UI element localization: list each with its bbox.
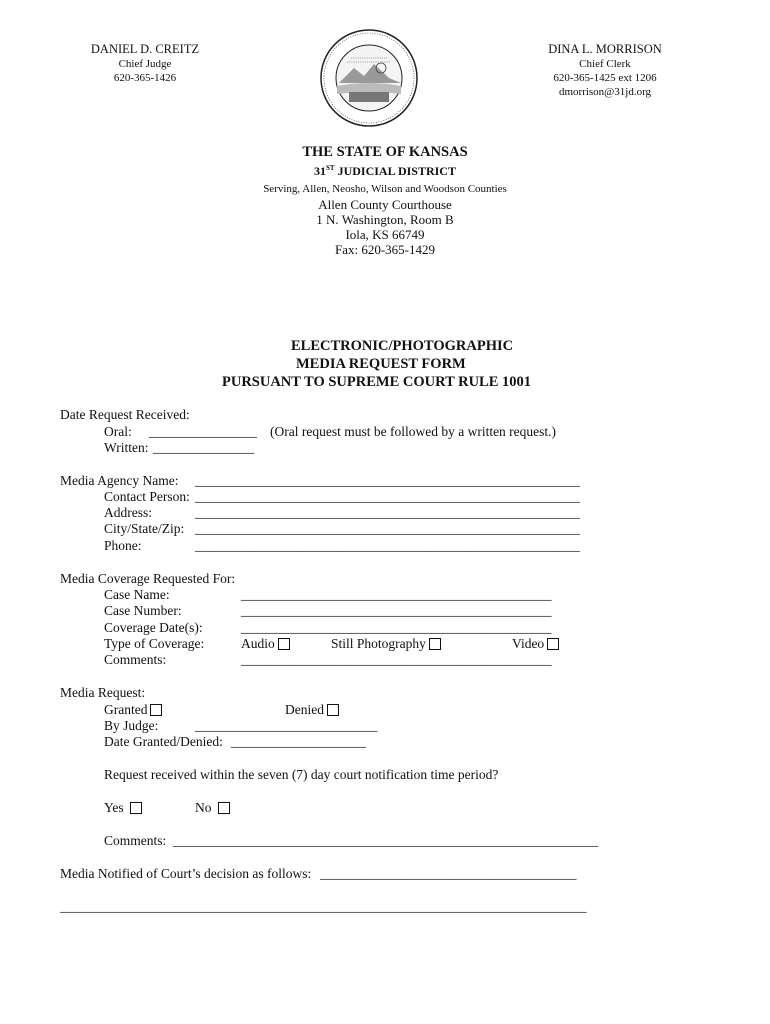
oral-field[interactable]: ________________ — [149, 424, 257, 439]
oral-label: Oral: — [104, 424, 132, 439]
audio-label: Audio — [241, 636, 275, 651]
audio-option — [241, 636, 290, 652]
city-state-zip-label: City/State/Zip: — [104, 521, 185, 536]
chief-judge-name: DANIEL D. CREITZ — [90, 42, 200, 56]
media-request-heading: Media Request: — [60, 685, 146, 700]
case-name-label: Case Name: — [104, 587, 170, 602]
chief-clerk-name: DINA L. MORRISON — [548, 42, 662, 56]
still-photography-option — [331, 636, 441, 652]
no-option — [195, 800, 230, 816]
notified-field-continued[interactable]: ______________________________________________________________________________ — [60, 899, 587, 914]
yes-label: Yes — [104, 800, 124, 815]
address-label: Address: — [104, 505, 152, 520]
chief-judge-title: Chief Judge — [118, 58, 172, 70]
denied-checkbox[interactable] — [327, 704, 339, 716]
notified-label: Media Notified of Court’s decision as follows: — [60, 866, 312, 881]
agency-name-field[interactable]: _________________________________________________________ — [195, 473, 580, 488]
date-granted-field[interactable]: ____________________ — [231, 734, 366, 749]
contact-person-field[interactable]: _________________________________________________________ — [195, 489, 580, 504]
no-label: No — [195, 800, 212, 815]
by-judge-label: By Judge: — [104, 718, 159, 733]
coverage-dates-label: Coverage Date(s): — [104, 620, 203, 635]
request-comments-field[interactable]: _______________________________________________________________ — [173, 833, 599, 848]
coverage-heading: Media Coverage Requested For: — [60, 571, 236, 586]
coverage-comments-field[interactable]: ______________________________________________ — [241, 652, 552, 667]
chief-clerk-email: dmorrison@31jd.org — [558, 86, 652, 98]
yes-checkbox[interactable] — [130, 802, 142, 814]
fax-number: Fax: 620-365-1429 — [334, 242, 436, 257]
contact-person-label: Contact Person: — [104, 489, 190, 504]
notified-field[interactable]: ______________________________________ — [320, 866, 577, 881]
phone-label: Phone: — [104, 538, 142, 553]
state-name: THE STATE OF KANSAS — [302, 144, 468, 160]
courthouse-name: Allen County Courthouse — [318, 197, 452, 212]
coverage-comments-label: Comments: — [104, 652, 167, 667]
form-title-line2: MEDIA REQUEST FORM — [296, 356, 466, 372]
courthouse-city: Iola, KS 66749 — [345, 227, 425, 242]
form-title-line3: PURSUANT TO SUPREME COURT RULE 1001 — [222, 374, 532, 390]
by-judge-field[interactable]: ___________________________ — [195, 718, 378, 733]
date-received-heading: Date Request Received: — [60, 407, 190, 422]
court-info-block — [0, 144, 770, 257]
type-of-coverage-label: Type of Coverage: — [104, 636, 205, 651]
date-granted-label: Date Granted/Denied: — [104, 734, 223, 749]
chief-clerk-title: Chief Clerk — [579, 58, 631, 70]
written-field[interactable]: _______________ — [153, 440, 255, 455]
still-photography-label: Still Photography — [331, 636, 426, 651]
granted-option — [104, 702, 162, 718]
notification-question: Request received within the seven (7) day court notification time period? — [104, 767, 499, 782]
denied-label: Denied — [285, 702, 324, 717]
courthouse-street: 1 N. Washington, Room B — [316, 212, 454, 227]
oral-note: (Oral request must be followed by a written request.) — [270, 424, 557, 439]
granted-label: Granted — [104, 702, 148, 717]
address-field[interactable]: _________________________________________________________ — [195, 505, 580, 520]
denied-option — [285, 702, 339, 718]
form-title-line1: ELECTRONIC/PHOTOGRAPHIC — [291, 338, 514, 354]
case-number-field[interactable]: ______________________________________________ — [241, 603, 552, 618]
phone-field[interactable]: _________________________________________________________ — [195, 538, 580, 553]
chief-clerk-phone: 620-365-1425 ext 1206 — [553, 72, 657, 84]
district-name: 31ST JUDICIAL DISTRICT — [314, 164, 456, 178]
case-name-field[interactable]: ______________________________________________ — [241, 587, 552, 602]
written-label: Written: — [104, 440, 149, 455]
granted-checkbox[interactable] — [150, 704, 162, 716]
video-label: Video — [512, 636, 545, 651]
still-photography-checkbox[interactable] — [429, 638, 441, 650]
yes-option — [104, 800, 142, 816]
coverage-dates-field[interactable]: ______________________________________________ — [241, 620, 552, 635]
video-option — [512, 636, 559, 652]
chief-judge-block — [60, 42, 230, 85]
serving-counties: Serving, Allen, Neosho, Wilson and Woodson Counties — [263, 183, 507, 195]
audio-checkbox[interactable] — [278, 638, 290, 650]
video-checkbox[interactable] — [547, 638, 559, 650]
chief-judge-phone: 620-365-1426 — [113, 72, 177, 84]
no-checkbox[interactable] — [218, 802, 230, 814]
case-number-label: Case Number: — [104, 603, 182, 618]
city-state-zip-field[interactable]: _________________________________________________________ — [195, 521, 580, 536]
request-comments-label: Comments: — [104, 833, 167, 848]
state-seal-icon — [319, 28, 419, 128]
chief-clerk-block — [535, 42, 675, 99]
agency-name-label: Media Agency Name: — [60, 473, 179, 488]
